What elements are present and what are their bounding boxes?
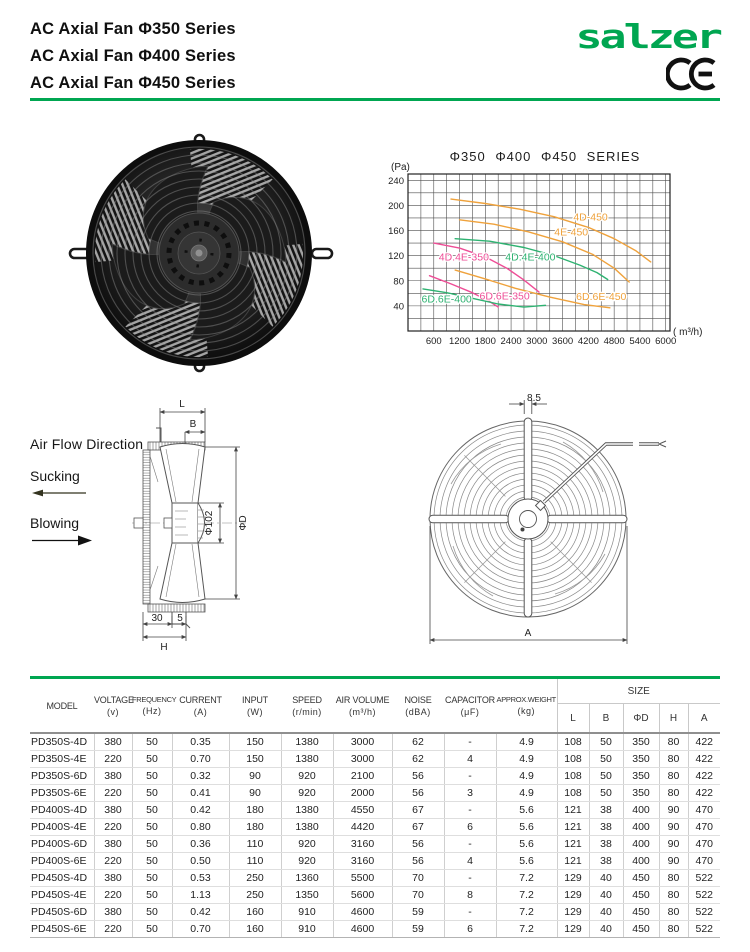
model-cell: PD350S-6D — [30, 768, 94, 785]
table-row — [30, 785, 720, 802]
table-cell: 4 — [444, 853, 496, 870]
table-cell: 80 — [659, 785, 688, 802]
table-cell: 5.6 — [496, 819, 557, 836]
table-cell: 380 — [94, 870, 132, 887]
dim-B: B — [189, 419, 197, 430]
table-cell: 400 — [623, 802, 659, 819]
y-tick-label: 40 — [393, 301, 404, 313]
table-cell: 422 — [688, 768, 720, 785]
table-cell: 70 — [392, 887, 444, 904]
table-cell: 160 — [229, 904, 281, 921]
table-cell: 1350 — [281, 887, 333, 904]
table-cell: 920 — [281, 836, 333, 853]
table-cell: 40 — [589, 870, 623, 887]
table-cell: 56 — [392, 853, 444, 870]
table-row — [30, 887, 720, 904]
series-label-4D.4E-400: 4D.4E-400 — [505, 251, 556, 264]
model-cell: PD400S-4E — [30, 819, 94, 836]
y-tick-label: 80 — [393, 276, 404, 288]
table-cell: 50 — [132, 802, 172, 819]
col-group-size: SIZE — [557, 678, 720, 704]
y-axis-unit: (Pa) — [391, 162, 410, 173]
col-header-noise: NOISE (dBA) — [392, 678, 444, 734]
table-cell: 80 — [659, 870, 688, 887]
table-row — [30, 836, 720, 853]
table-cell: 90 — [659, 853, 688, 870]
model-cell: PD450S-4E — [30, 887, 94, 904]
x-tick-label: 5400 — [629, 336, 651, 347]
table-cell: 380 — [94, 904, 132, 921]
table-cell: 80 — [659, 768, 688, 785]
table-cell: 400 — [623, 836, 659, 853]
table-cell: 910 — [281, 921, 333, 938]
table-cell: 1.13 — [172, 887, 229, 904]
y-tick-label: 120 — [388, 251, 404, 263]
table-row — [30, 768, 720, 785]
table-cell: 121 — [557, 836, 589, 853]
table-cell: 50 — [589, 768, 623, 785]
table-cell: 62 — [392, 733, 444, 751]
table-cell: 3000 — [333, 733, 392, 751]
table-cell: 5.6 — [496, 836, 557, 853]
table-cell: 110 — [229, 853, 281, 870]
table-cell: 108 — [557, 785, 589, 802]
model-cell: PD450S-4D — [30, 870, 94, 887]
table-cell: 910 — [281, 904, 333, 921]
table-cell: 80 — [659, 921, 688, 938]
table-cell: 121 — [557, 802, 589, 819]
fan-hub — [159, 213, 239, 293]
table-cell: 50 — [132, 819, 172, 836]
table-cell: 180 — [229, 819, 281, 836]
dim-8-5: 8.5 — [527, 393, 541, 404]
table-cell: 470 — [688, 836, 720, 853]
table-cell: - — [444, 768, 496, 785]
table-cell: 450 — [623, 904, 659, 921]
table-cell: 38 — [589, 802, 623, 819]
table-cell: 470 — [688, 853, 720, 870]
series-label-4E-450: 4E-450 — [554, 226, 589, 239]
x-tick-label: 3600 — [552, 336, 574, 347]
table-cell: 150 — [229, 733, 281, 751]
x-tick-label: 1200 — [448, 336, 471, 347]
table-cell: 522 — [688, 870, 720, 887]
table-cell: 129 — [557, 921, 589, 938]
y-tick-label: 240 — [388, 175, 404, 187]
table-cell: 380 — [94, 768, 132, 785]
col-header-input: INPUT (W) — [229, 678, 281, 734]
model-cell: PD400S-4D — [30, 802, 94, 819]
dim-A: A — [524, 628, 532, 639]
table-cell: 400 — [623, 819, 659, 836]
table-cell: 90 — [659, 819, 688, 836]
table-cell: 67 — [392, 819, 444, 836]
x-tick-label: 2400 — [500, 336, 522, 347]
dim-L: L — [179, 399, 185, 410]
table-cell: 62 — [392, 751, 444, 768]
col-header-voltage: VOLTAGE (v) — [94, 678, 132, 734]
model-cell: PD350S-4E — [30, 751, 94, 768]
table-cell: 350 — [623, 751, 659, 768]
table-cell: 350 — [623, 768, 659, 785]
col-header-capacitor: CAPACITOR (μF) — [444, 678, 496, 734]
col-header-size-a: A — [688, 704, 720, 734]
table-cell: 50 — [132, 836, 172, 853]
fan-product-photo — [62, 132, 340, 374]
series-label-6D.6E-400: 6D.6E-400 — [421, 293, 472, 306]
table-cell: 7.2 — [496, 887, 557, 904]
table-cell: 422 — [688, 751, 720, 768]
table-cell: 56 — [392, 836, 444, 853]
table-cell: 108 — [557, 733, 589, 751]
motor-section — [164, 503, 206, 543]
model-cell: PD400S-6D — [30, 836, 94, 853]
table-cell: 150 — [229, 751, 281, 768]
x-tick-label: 4800 — [603, 336, 625, 347]
x-tick-label: 6000 — [655, 336, 677, 347]
table-cell: 40 — [589, 887, 623, 904]
table-cell: - — [444, 802, 496, 819]
performance-chart — [383, 146, 747, 360]
table-cell: 3 — [444, 785, 496, 802]
table-cell: 0.70 — [172, 921, 229, 938]
table-cell: 0.42 — [172, 904, 229, 921]
table-cell: 3000 — [333, 751, 392, 768]
model-cell: PD450S-6D — [30, 904, 94, 921]
table-cell: 38 — [589, 853, 623, 870]
table-cell: 4.9 — [496, 768, 557, 785]
table-cell: 108 — [557, 751, 589, 768]
table-cell: 129 — [557, 870, 589, 887]
series-label-6D.6E-450: 6D.6E-450 — [576, 291, 627, 304]
table-cell: 422 — [688, 785, 720, 802]
col-header-speed: SPEED (r/min) — [281, 678, 333, 734]
side-view-drawing — [128, 394, 250, 652]
table-cell: 90 — [229, 768, 281, 785]
table-row — [30, 751, 720, 768]
table-row — [30, 853, 720, 870]
chart-title: Φ350 Φ400 Φ450 SERIES — [449, 149, 641, 164]
model-cell: PD350S-6E — [30, 785, 94, 802]
table-cell: 38 — [589, 819, 623, 836]
col-header-size-h: H — [659, 704, 688, 734]
salzer-logo: salzer — [575, 17, 720, 57]
table-cell: 160 — [229, 921, 281, 938]
table-cell: 2100 — [333, 768, 392, 785]
table-row — [30, 802, 720, 819]
header-divider — [30, 98, 720, 101]
table-cell: 0.32 — [172, 768, 229, 785]
table-cell: 50 — [589, 751, 623, 768]
table-cell: 59 — [392, 904, 444, 921]
table-cell: 1360 — [281, 870, 333, 887]
table-cell: 90 — [229, 785, 281, 802]
col-header-frequency: FREQUENCY (Hz) — [132, 678, 172, 734]
table-cell: 1380 — [281, 802, 333, 819]
airflow-block — [30, 436, 143, 547]
table-cell: 7.2 — [496, 921, 557, 938]
airflow-sucking-label: Sucking — [30, 468, 80, 484]
table-cell: 0.42 — [172, 802, 229, 819]
model-cell: PD400S-6E — [30, 853, 94, 870]
dim-phi102: Φ102 — [204, 510, 215, 536]
table-cell: 380 — [94, 802, 132, 819]
col-header-size-l: L — [557, 704, 589, 734]
spec-table — [30, 676, 720, 938]
table-cell: 121 — [557, 819, 589, 836]
series-label-4D-450: 4D-450 — [573, 211, 608, 224]
table-cell: 422 — [688, 733, 720, 751]
page-title-450: AC Axial Fan Φ450 Series — [30, 74, 236, 92]
series-label-4D.4E-350: 4D.4E-350 — [438, 251, 489, 264]
table-cell: 2000 — [333, 785, 392, 802]
table-cell: 220 — [94, 819, 132, 836]
table-cell: 50 — [132, 904, 172, 921]
table-cell: 90 — [659, 802, 688, 819]
table-cell: 4.9 — [496, 785, 557, 802]
airflow-blowing-label: Blowing — [30, 515, 80, 531]
table-cell: 80 — [659, 904, 688, 921]
table-cell: 920 — [281, 853, 333, 870]
table-cell: 0.36 — [172, 836, 229, 853]
table-cell: 50 — [132, 870, 172, 887]
table-cell: 1380 — [281, 751, 333, 768]
table-cell: 56 — [392, 768, 444, 785]
table-cell: 5.6 — [496, 853, 557, 870]
table-cell: 50 — [132, 768, 172, 785]
table-cell: 129 — [557, 904, 589, 921]
table-cell: 80 — [659, 887, 688, 904]
table-cell: 50 — [132, 751, 172, 768]
table-cell: 50 — [132, 887, 172, 904]
table-cell: 250 — [229, 887, 281, 904]
x-tick-label: 600 — [425, 336, 442, 347]
y-tick-label: 160 — [388, 226, 404, 238]
table-cell: 220 — [94, 887, 132, 904]
table-cell: 7.2 — [496, 870, 557, 887]
table-cell: 3160 — [333, 836, 392, 853]
model-cell: PD350S-4D — [30, 733, 94, 751]
table-cell: 59 — [392, 921, 444, 938]
table-cell: 50 — [132, 921, 172, 938]
table-cell: 108 — [557, 768, 589, 785]
table-cell: 350 — [623, 733, 659, 751]
table-cell: 90 — [659, 836, 688, 853]
table-cell: 522 — [688, 904, 720, 921]
table-cell: 8 — [444, 887, 496, 904]
table-cell: 522 — [688, 921, 720, 938]
table-cell: 4 — [444, 751, 496, 768]
front-view-drawing — [413, 392, 715, 652]
table-cell: 250 — [229, 870, 281, 887]
table-cell: 470 — [688, 819, 720, 836]
dim-H: H — [160, 642, 168, 652]
table-cell: 50 — [132, 733, 172, 751]
col-header-approx-weight: APPROX.WEIGHT (kg) — [496, 678, 557, 734]
dim-5: 5 — [177, 613, 183, 624]
table-row — [30, 904, 720, 921]
blowing-arrow-icon — [30, 534, 94, 547]
table-cell: 4550 — [333, 802, 392, 819]
table-cell: 5600 — [333, 887, 392, 904]
page-title-350: AC Axial Fan Φ350 Series — [30, 20, 236, 38]
table-cell: 220 — [94, 921, 132, 938]
table-cell: 70 — [392, 870, 444, 887]
table-cell: 920 — [281, 785, 333, 802]
table-cell: 0.35 — [172, 733, 229, 751]
table-cell: 40 — [589, 904, 623, 921]
table-row — [30, 870, 720, 887]
table-cell: 400 — [623, 853, 659, 870]
x-axis-unit: ( m³/h) — [673, 327, 703, 338]
table-row — [30, 819, 720, 836]
table-cell: 920 — [281, 768, 333, 785]
table-cell: 6 — [444, 819, 496, 836]
table-cell: 38 — [589, 836, 623, 853]
table-cell: 40 — [589, 921, 623, 938]
table-cell: 380 — [94, 836, 132, 853]
table-cell: 56 — [392, 785, 444, 802]
series-label-6D.6E-350: 6D.6E-350 — [479, 290, 530, 303]
table-cell: 4600 — [333, 904, 392, 921]
table-cell: 67 — [392, 802, 444, 819]
table-cell: 4.9 — [496, 751, 557, 768]
table-cell: 50 — [589, 733, 623, 751]
table-cell: 0.53 — [172, 870, 229, 887]
y-tick-label: 200 — [388, 200, 404, 212]
table-cell: 7.2 — [496, 904, 557, 921]
table-cell: 50 — [132, 785, 172, 802]
airflow-title: Air Flow Direction — [30, 436, 144, 452]
table-cell: 5500 — [333, 870, 392, 887]
col-header-air-volume: AIR VOLUME (m³/h) — [333, 678, 392, 734]
table-cell: 0.41 — [172, 785, 229, 802]
table-cell: 1380 — [281, 733, 333, 751]
table-cell: 4420 — [333, 819, 392, 836]
table-cell: - — [444, 870, 496, 887]
table-cell: - — [444, 904, 496, 921]
table-cell: 129 — [557, 887, 589, 904]
table-cell: 522 — [688, 887, 720, 904]
table-cell: 50 — [589, 785, 623, 802]
table-cell: 80 — [659, 733, 688, 751]
dim-phiD: ΦD — [238, 515, 249, 531]
model-cell: PD450S-6E — [30, 921, 94, 938]
table-cell: 450 — [623, 921, 659, 938]
table-cell: 50 — [132, 853, 172, 870]
table-cell: 1380 — [281, 819, 333, 836]
table-cell: - — [444, 836, 496, 853]
table-cell: 350 — [623, 785, 659, 802]
table-cell: 450 — [623, 887, 659, 904]
sucking-arrow-icon — [30, 487, 90, 499]
power-cable — [536, 441, 666, 510]
table-cell: 470 — [688, 802, 720, 819]
table-cell: 450 — [623, 870, 659, 887]
table-cell: 110 — [229, 836, 281, 853]
table-cell: 80 — [659, 751, 688, 768]
table-cell: 380 — [94, 733, 132, 751]
table-cell: 220 — [94, 751, 132, 768]
dim-30: 30 — [151, 613, 163, 624]
table-cell: 0.80 — [172, 819, 229, 836]
page-title-400: AC Axial Fan Φ400 Series — [30, 47, 236, 65]
col-header-current: CURRENT (A) — [172, 678, 229, 734]
col-header-size-b: B — [589, 704, 623, 734]
ce-mark-icon — [666, 57, 718, 91]
x-tick-label: 4200 — [577, 336, 599, 347]
table-cell: 4.9 — [496, 733, 557, 751]
table-cell: 121 — [557, 853, 589, 870]
table-cell: 5.6 — [496, 802, 557, 819]
table-cell: 220 — [94, 853, 132, 870]
table-cell: 180 — [229, 802, 281, 819]
table-row — [30, 921, 720, 938]
table-cell: 4600 — [333, 921, 392, 938]
page-title-block — [30, 16, 236, 97]
table-cell: 0.50 — [172, 853, 229, 870]
table-cell: 0.70 — [172, 751, 229, 768]
series-curve-4D.4E-350 — [434, 243, 539, 292]
x-tick-label: 3000 — [526, 336, 548, 347]
col-header-model: MODEL — [30, 678, 94, 734]
x-tick-label: 1800 — [474, 336, 496, 347]
table-cell: 220 — [94, 785, 132, 802]
table-cell: 3160 — [333, 853, 392, 870]
table-row — [30, 733, 720, 751]
col-header-size--d: ΦD — [623, 704, 659, 734]
table-cell: 6 — [444, 921, 496, 938]
table-cell: - — [444, 733, 496, 751]
